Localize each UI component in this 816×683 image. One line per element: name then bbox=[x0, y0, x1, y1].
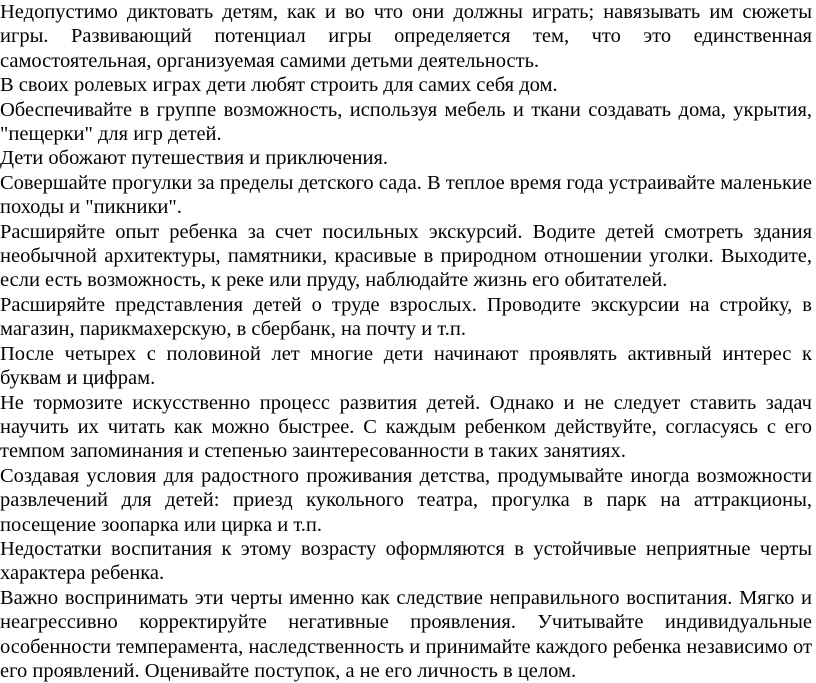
paragraph-upbringing-flaws: Недостатки воспитания к этому возрасту оформляются в устойчивые неприятные черты характера ребенка. bbox=[0, 537, 812, 585]
paragraph-provide-shelters: Обеспечивайте в группе возможность, используя мебель и ткани создавать дома, укрытия, "пещерки" для игр детей. bbox=[0, 98, 812, 146]
paragraph-excursions: Расширяйте опыт ребенка за счет посильных экскурсий. Водите детей смотреть здания необычной архитектуры, памятники, красивые в природном отношении уголки. Выходите, если есть возможность, к реке или пруду, наблюдайте жизнь его обитателей. bbox=[0, 220, 812, 292]
paragraph-travel-adventure: Дети обожают путешествия и приключения. bbox=[0, 147, 389, 170]
paragraph-development-pace: Не тормозите искусственно процесс развития детей. Однако и не следует ставить задач научить их читать как можно быстрее. С каждым ребенком действуйте, согласуясь с его темпом запоминания и степенью заинтересованности в таких занятиях. bbox=[0, 391, 812, 463]
paragraph-entertainment: Создавая условия для радостного проживания детства, продумывайте иногда возможности развлечений для детей: приезд кукольного театра, прогулка в парк на аттракционы, посещение зоопарка или цирка и т.п. bbox=[0, 464, 812, 536]
paragraph-adult-work: Расширяйте представления детей о труде взрослых. Проводите экскурсии на стройку, в магазин, парикмахерскую, в сбербанк, на почту и т.п. bbox=[0, 293, 812, 341]
paragraph-game-dictation: Недопустимо диктовать детям, как и во что они должны играть; навязывать им сюжеты игры. Развивающий потенциал игры определяется тем, что это единственная самостоятельная, организуемая самими детьми деятельность. bbox=[0, 1, 812, 72]
paragraph-walks-picnics: Совершайте прогулки за пределы детского сада. В теплое время года устраивайте маленькие походы и "пикники". bbox=[0, 171, 812, 219]
paragraph-letters-numbers: После четырех с половиной лет многие дети начинают проявлять активный интерес к буквам и цифрам. bbox=[0, 342, 812, 390]
paragraph-role-games-home: В своих ролевых играх дети любят строить для самих себя дом. bbox=[0, 74, 558, 97]
paragraph-correct-gently: Важно воспринимать эти черты именно как следствие неправильного воспитания. Мягко и неагрессивно корректируйте негативные проявления. Учитывайте индивидуальные особенности темперамента, наследственность и принимайте каждого ребенка независимо от его проявлений. Оценивайте поступок, а не его личность в целом. bbox=[0, 586, 812, 682]
